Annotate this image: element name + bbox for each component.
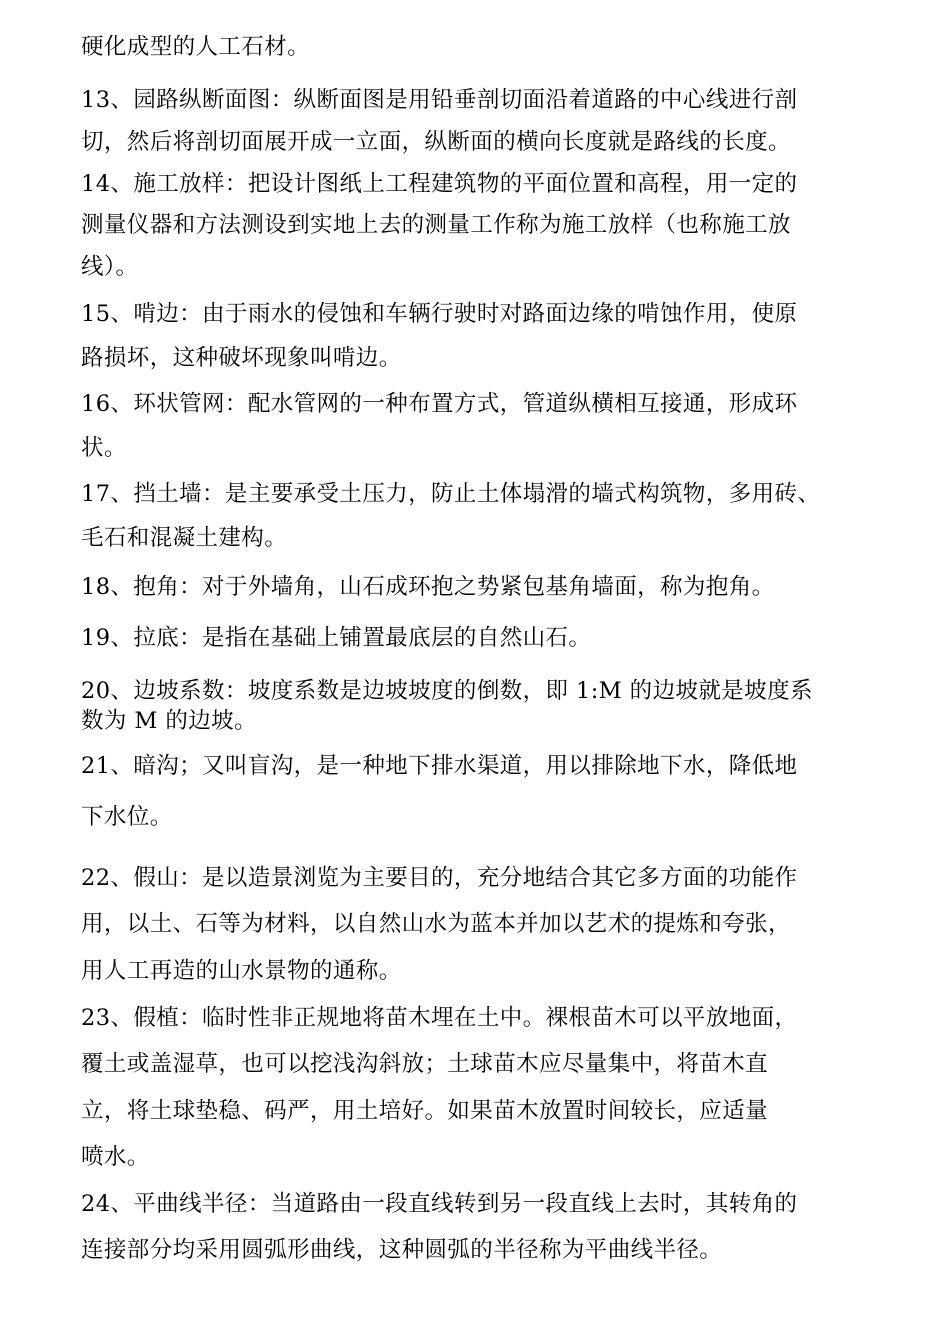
text-line: 状。 — [81, 435, 127, 461]
text-line: 21、暗沟；又叫盲沟，是一种地下排水渠道，用以排除地下水，降低地 — [81, 753, 798, 779]
text-line: 用人工再造的山水景物的通称。 — [81, 958, 402, 984]
text-line: 路损坏，这种破坏现象叫啃边。 — [81, 345, 402, 371]
text-line: 22、假山：是以造景浏览为主要目的，充分地结合其它多方面的功能作 — [81, 865, 798, 891]
text-line: 23、假植：临时性非正规地将苗木埋在土中。裸根苗木可以平放地面， — [81, 1005, 798, 1031]
text-line: 13、园路纵断面图：纵断面图是用铅垂剖切面沿着道路的中心线进行剖 — [81, 87, 798, 113]
text-line: 用，以土、石等为材料，以自然山水为蓝本并加以艺术的提炼和夸张， — [81, 911, 791, 937]
text-line: 毛石和混凝土建构。 — [81, 525, 288, 551]
text-line: 下水位。 — [81, 804, 173, 830]
text-line: 16、环状管网：配水管网的一种布置方式，管道纵横相互接通，形成环 — [81, 391, 798, 417]
text-line: 24、平曲线半径：当道路由一段直线转到另一段直线上去时，其转角的 — [81, 1191, 798, 1217]
text-line: 数为 M 的边坡。 — [81, 708, 257, 734]
text-line: 覆土或盖湿草，也可以挖浅沟斜放；土球苗木应尽量集中，将苗木直 — [81, 1051, 769, 1077]
text-line: 20、边坡系数：坡度系数是边坡坡度的倒数，即 1:M 的边坡就是坡度系 — [81, 678, 813, 704]
text-line: 测量仪器和方法测设到实地上去的测量工作称为施工放样（也称施工放 — [81, 212, 791, 238]
text-line: 硬化成型的人工石材。 — [81, 34, 311, 60]
text-line: 切，然后将剖切面展开成一立面，纵断面的横向长度就是路线的长度。 — [81, 129, 791, 155]
text-line: 15、啃边：由于雨水的侵蚀和车辆行驶时对路面边缘的啃蚀作用，使原 — [81, 301, 798, 327]
text-line: 18、抱角：对于外墙角，山石成环抱之势紧包基角墙面，称为抱角。 — [81, 574, 775, 600]
text-line: 17、挡土墙：是主要承受土压力，防止土体塌滑的墙式构筑物，多用砖、 — [81, 481, 821, 507]
text-line: 线）。 — [81, 254, 139, 280]
text-line: 连接部分均采用圆弧形曲线，这种圆弧的半径称为平曲线半径。 — [81, 1237, 723, 1263]
text-line: 19、拉底：是指在基础上铺置最底层的自然山石。 — [81, 625, 592, 651]
text-line: 喷水。 — [81, 1144, 150, 1170]
text-line: 立，将土球垫稳、码严，用土培好。如果苗木放置时间较长，应适量 — [81, 1098, 769, 1124]
text-line: 14、施工放样：把设计图纸上工程建筑物的平面位置和高程，用一定的 — [81, 171, 798, 197]
